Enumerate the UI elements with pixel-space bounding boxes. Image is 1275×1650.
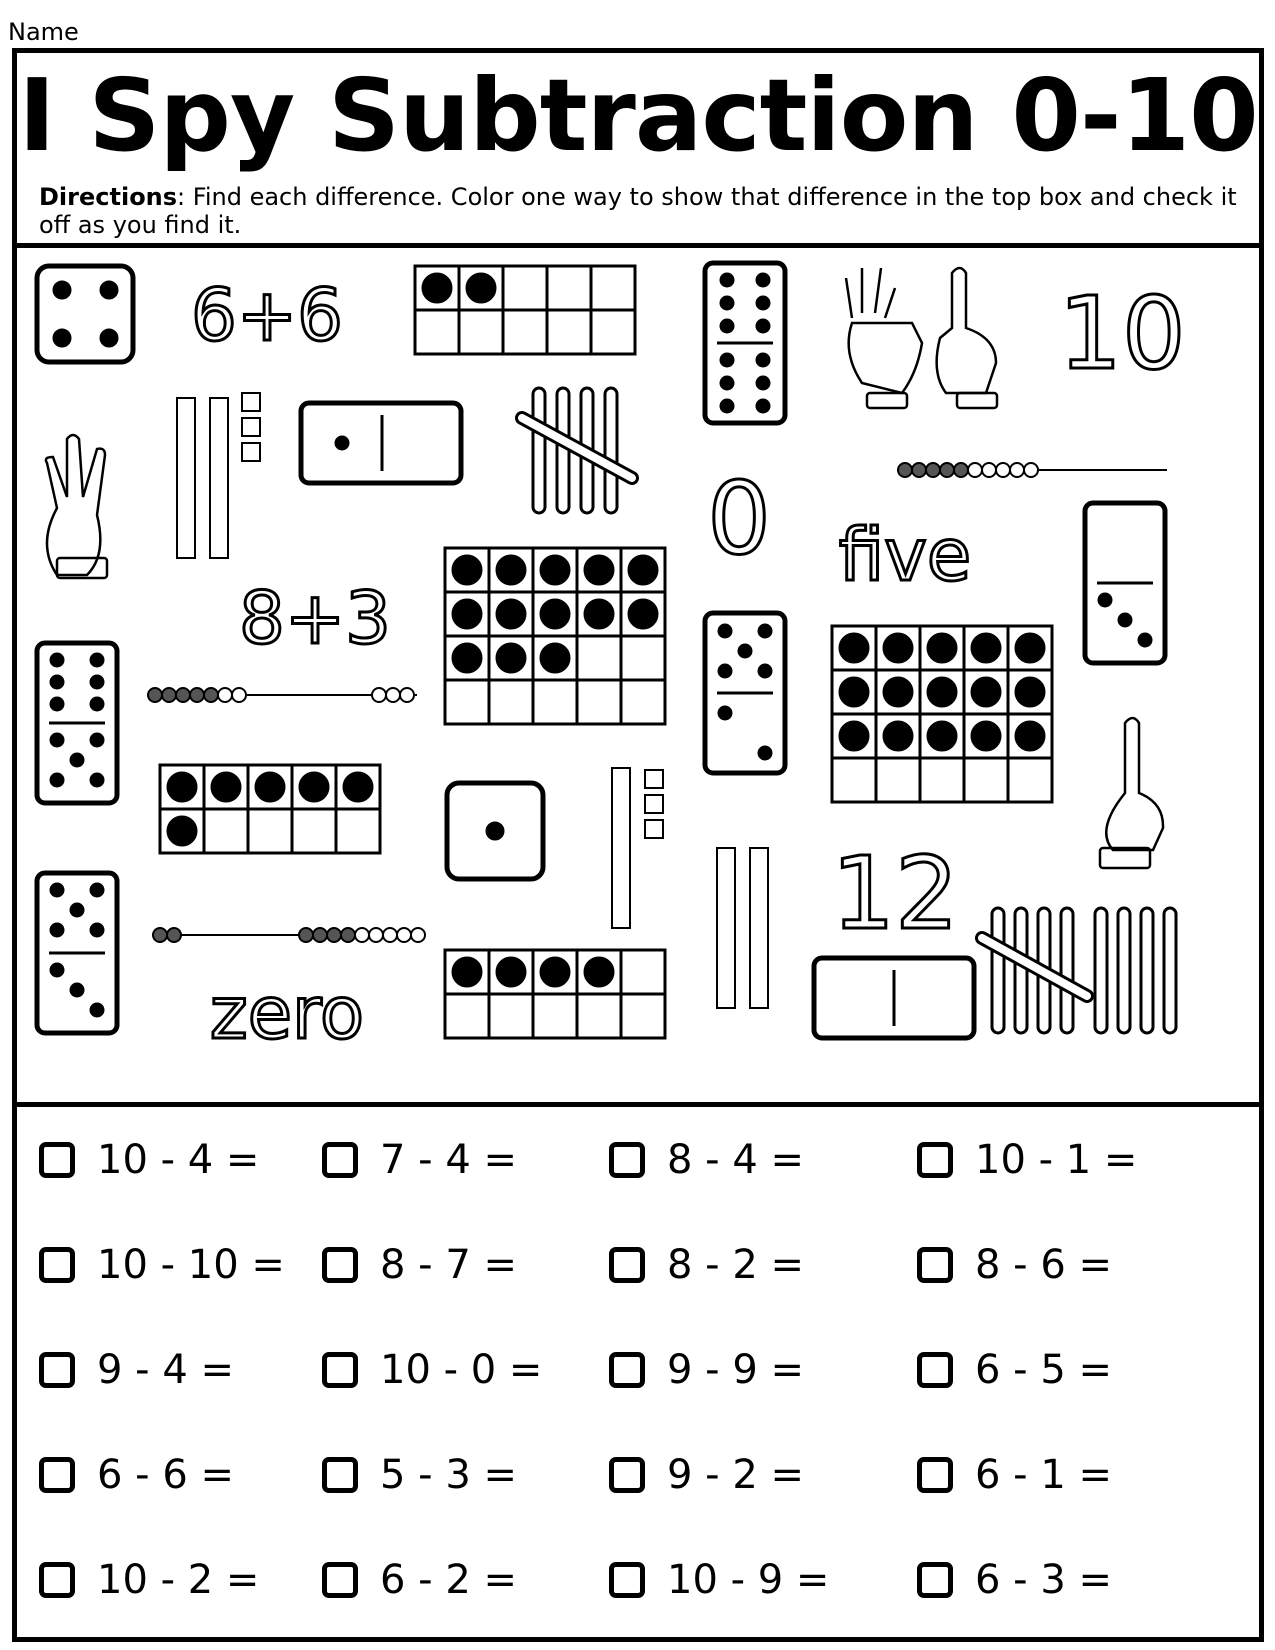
problem-item[interactable] — [917, 1347, 1112, 1393]
bead-string-mixed[interactable] — [152, 928, 425, 942]
problem-item[interactable] — [322, 1557, 517, 1603]
problem-item[interactable] — [917, 1557, 1112, 1603]
bead-string-five[interactable] — [897, 463, 1167, 477]
name-label: Name — [8, 18, 79, 46]
problem-text: 10 - 1 = — [975, 1137, 1138, 1183]
die-four[interactable] — [37, 266, 133, 362]
directions — [39, 183, 1239, 239]
domino-six-six[interactable] — [705, 263, 785, 423]
number-ten[interactable]: 10 — [1058, 275, 1186, 392]
base-ten-13[interactable] — [612, 768, 663, 928]
problem-item[interactable] — [39, 1452, 234, 1498]
base-ten-20[interactable] — [717, 848, 768, 1008]
problem-text: 6 - 5 = — [975, 1347, 1112, 1393]
worksheet-header — [17, 53, 1259, 248]
ten-frame-four[interactable] — [445, 950, 665, 1038]
problem-item[interactable] — [39, 1242, 285, 1288]
domino-zero-zero[interactable] — [814, 958, 974, 1038]
problem-item[interactable] — [917, 1242, 1112, 1288]
checkbox[interactable] — [609, 1457, 645, 1493]
number-twelve[interactable]: 12 — [831, 835, 959, 952]
problem-text: 6 - 3 = — [975, 1557, 1112, 1603]
double-ten-frame-13[interactable] — [445, 548, 665, 724]
problems-grid — [17, 1107, 1259, 1642]
problem-text: 10 - 0 = — [380, 1347, 543, 1393]
checkbox[interactable] — [322, 1457, 358, 1493]
problem-item[interactable] — [322, 1347, 542, 1393]
number-zero[interactable]: 0 — [707, 460, 771, 577]
checkbox[interactable] — [39, 1142, 75, 1178]
hand-three-fingers[interactable] — [46, 435, 107, 578]
problem-item[interactable] — [39, 1347, 234, 1393]
tally-five[interactable] — [522, 388, 632, 513]
checkbox[interactable] — [917, 1142, 953, 1178]
checkbox[interactable] — [39, 1247, 75, 1283]
domino-zero-three[interactable] — [1085, 503, 1165, 663]
checkbox[interactable] — [39, 1457, 75, 1493]
hand-one-finger[interactable] — [1100, 718, 1163, 868]
base-ten-23[interactable] — [177, 393, 260, 558]
expression-8-plus-3[interactable]: 8+3 — [239, 576, 391, 660]
problem-item[interactable] — [39, 1137, 259, 1183]
checkbox[interactable] — [609, 1352, 645, 1388]
problem-item[interactable] — [917, 1452, 1112, 1498]
problem-item[interactable] — [322, 1452, 517, 1498]
problem-item[interactable] — [322, 1242, 517, 1288]
problem-item[interactable] — [609, 1452, 804, 1498]
worksheet-frame — [12, 48, 1264, 1642]
problem-text: 10 - 2 = — [97, 1557, 260, 1603]
problem-text: 9 - 2 = — [667, 1452, 804, 1498]
checkbox[interactable] — [39, 1352, 75, 1388]
problem-item[interactable] — [609, 1137, 804, 1183]
problem-item[interactable] — [609, 1347, 804, 1393]
ten-frame-two[interactable] — [415, 266, 635, 354]
problem-text: 6 - 2 = — [380, 1557, 517, 1603]
hands-six-fingers[interactable] — [846, 268, 997, 408]
problem-item[interactable] — [917, 1137, 1137, 1183]
checkbox[interactable] — [917, 1352, 953, 1388]
checkbox[interactable] — [917, 1562, 953, 1598]
problem-text: 5 - 3 = — [380, 1452, 517, 1498]
problem-text: 8 - 7 = — [380, 1242, 517, 1288]
domino-five-three[interactable] — [37, 873, 117, 1033]
directions-text: : Find each difference. Color one way to show that difference in the top box and check it off as you find it. — [39, 183, 1237, 239]
checkbox[interactable] — [322, 1142, 358, 1178]
problem-text: 8 - 4 = — [667, 1137, 804, 1183]
problem-text: 8 - 6 = — [975, 1242, 1112, 1288]
problem-text: 8 - 2 = — [667, 1242, 804, 1288]
bead-string-seven[interactable] — [147, 688, 417, 702]
double-ten-frame-15[interactable] — [832, 626, 1052, 802]
word-five[interactable]: five — [838, 513, 972, 597]
ten-frame-six[interactable] — [160, 765, 380, 853]
domino-one-zero[interactable] — [301, 403, 461, 483]
checkbox[interactable] — [609, 1562, 645, 1598]
tally-ten[interactable] — [982, 908, 1176, 1033]
problem-item[interactable] — [609, 1557, 829, 1603]
problem-text: 7 - 4 = — [380, 1137, 517, 1183]
problem-text: 6 - 6 = — [97, 1452, 234, 1498]
die-one[interactable] — [447, 783, 543, 879]
checkbox[interactable] — [39, 1562, 75, 1598]
checkbox[interactable] — [609, 1142, 645, 1178]
problem-text: 9 - 4 = — [97, 1347, 234, 1393]
i-spy-picture-area — [17, 248, 1259, 1107]
checkbox[interactable] — [322, 1352, 358, 1388]
domino-six-five[interactable] — [37, 643, 117, 803]
checkbox[interactable] — [917, 1247, 953, 1283]
problem-text: 10 - 9 = — [667, 1557, 830, 1603]
problem-text: 6 - 1 = — [975, 1452, 1112, 1498]
problem-text: 9 - 9 = — [667, 1347, 804, 1393]
directions-label: Directions — [39, 183, 178, 211]
problem-item[interactable] — [39, 1557, 259, 1603]
problem-text: 10 - 10 = — [97, 1242, 285, 1288]
checkbox[interactable] — [917, 1457, 953, 1493]
domino-five-two[interactable] — [705, 613, 785, 773]
problem-item[interactable] — [322, 1137, 517, 1183]
page-title: I Spy Subtraction 0-10 — [18, 57, 1258, 174]
checkbox[interactable] — [609, 1247, 645, 1283]
problem-text: 10 - 4 = — [97, 1137, 260, 1183]
checkbox[interactable] — [322, 1247, 358, 1283]
word-zero[interactable]: zero — [209, 971, 365, 1055]
problem-item[interactable] — [609, 1242, 804, 1288]
checkbox[interactable] — [322, 1562, 358, 1598]
expression-6-plus-6[interactable]: 6+6 — [191, 273, 343, 357]
